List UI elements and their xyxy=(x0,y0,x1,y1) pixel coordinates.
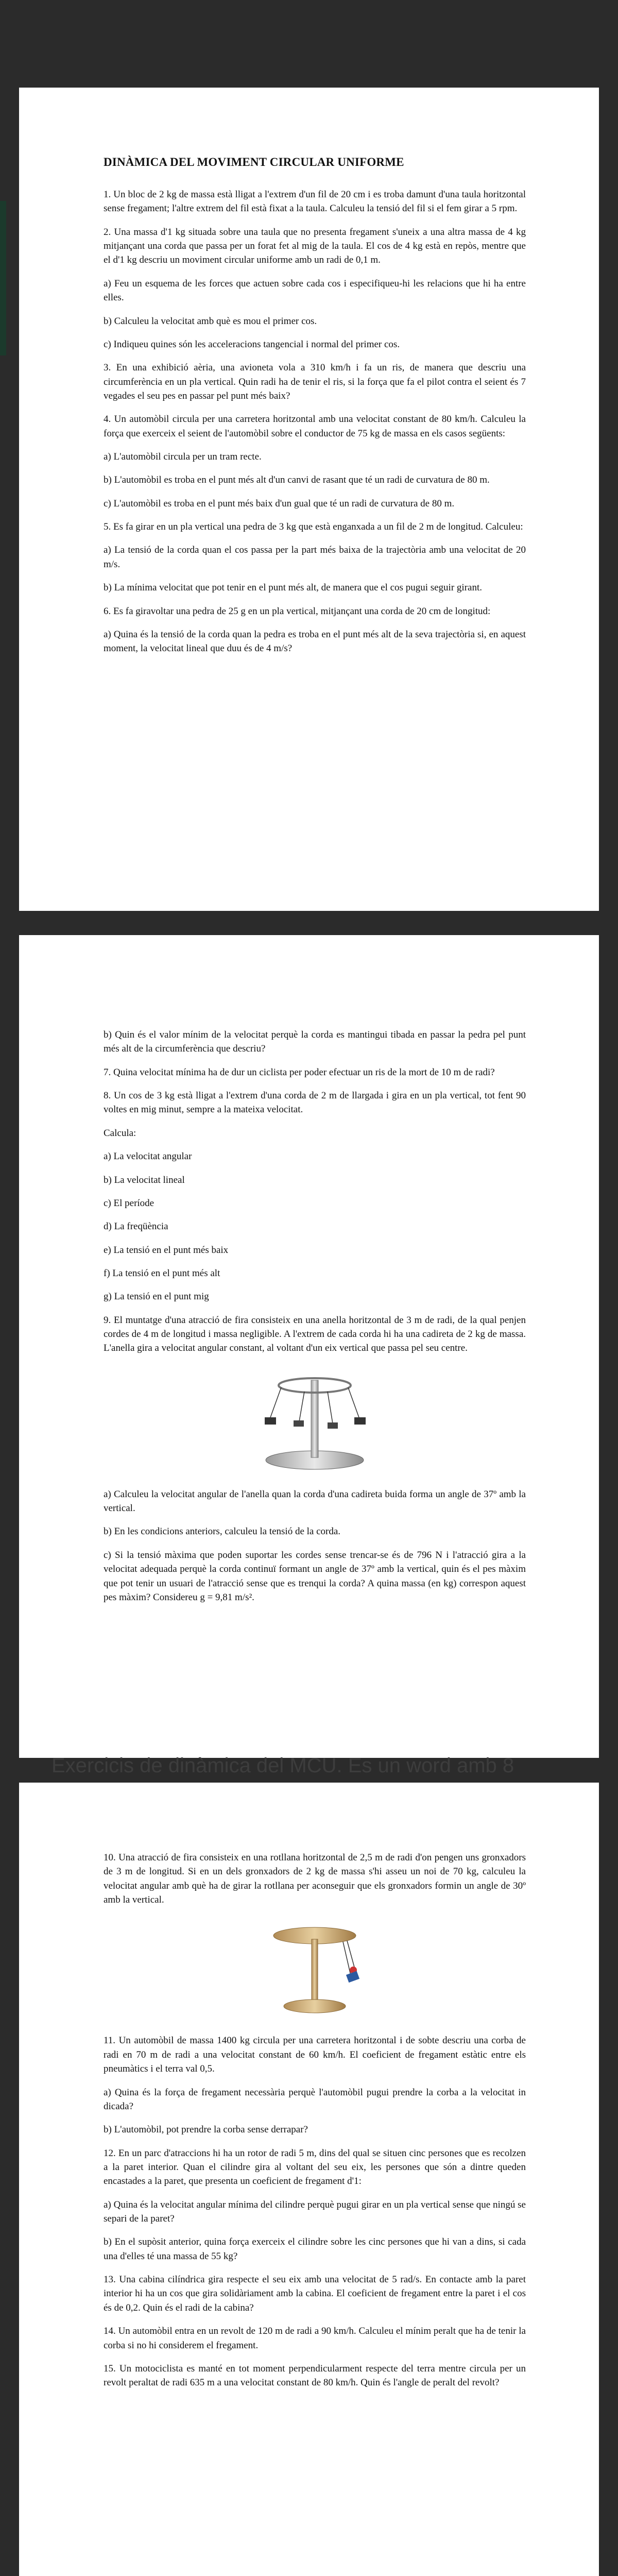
paragraph: e) La tensió en el punt més baix xyxy=(104,1244,229,1256)
paragraph: 13. Una cabina cilíndrica gira respecte el seu eix amb una velocitat de 5 rad/s. En contacte amb la paret interior hi ha un cos que gira solidàriament amb la cabina. El coeficient de fregament entre la paret i el cos és de 0,2. Quin és el radi de la cabina? xyxy=(104,2274,526,2313)
paragraph: a) Quina és la tensió de la corda quan la pedra es troba en el punt més alt de la seva trajectòria si, en aquest moment, la velocitat lineal que duu és de 4 m/s? xyxy=(104,629,526,654)
document-file-title: Exercicis de dinàmica del MCU. Es un word amb 8 xyxy=(52,1754,514,1777)
page-1-body xyxy=(104,188,526,656)
side-accent xyxy=(0,201,6,355)
paragraph: 14. Un automòbil entra en un revolt de 120 m de radi a 90 km/h. Calculeu el mínim peralt que ha de tenir la corba si no hi considerem el fregament. xyxy=(104,2326,526,2351)
paragraph: f) La tensió en el punt més alt xyxy=(104,1267,220,1279)
paragraph: b) En el supòsit anterior, quina força exerceix el cilindre sobre les cinc persones que hi van a dins, si cada una d'elles té una massa de 55 kg? xyxy=(104,2236,526,2262)
paragraph: d) La freqüència xyxy=(104,1221,168,1232)
paragraph: 8. Un cos de 3 kg està lligat a l'extrem d'una corda de 2 m de llargada i gira en un pla vertical, tot fent 90 voltes en mig minut, sempre a la mateixa velocitat. xyxy=(104,1090,526,1115)
page-3-body-top xyxy=(104,1851,526,1907)
swing-ride-figure xyxy=(266,1921,364,2019)
paragraph: b) Quin és el valor mínim de la velocitat perquè la corda es mantingui tibada en passar la pedra pel punt més alt de la circumferència que descriu? xyxy=(104,1029,526,1055)
paragraph: a) Quina és la força de fregament necessària perquè l'automòbil pugui prendre la corba a la velocitat in dicada? xyxy=(104,2087,526,2112)
paragraph: b) En les condicions anteriors, calculeu la tensió de la corda. xyxy=(104,1526,341,1537)
paragraph: a) Quina és la velocitat angular mínima del cilindre perquè pugui girar en un pla vertical sense que ningú se separi de la paret? xyxy=(104,2199,526,2225)
paragraph: 2. Una massa d'1 kg situada sobre una taula que no presenta fregament s'uneix a una altra massa de 4 kg mitjançant una corda que passa per un forat fet al mig de la taula. El cos de 4 kg està en repòs, mentre que el d'1 kg descriu un moviment circular uniforme amb un radi de 0,1 m. xyxy=(104,226,526,266)
paragraph: g) La tensió en el punt mig xyxy=(104,1291,209,1302)
paragraph: Calcula: xyxy=(104,1127,136,1139)
paragraph: 10. Una atracció de fira consisteix en una rotllana horitzontal de 2,5 m de radi d'on pengen uns gronxadors de 3 m de longitud. Si en un dels gronxadors de 2 kg de massa s'hi asseu un noi de 70 kg, calculeu la velocitat angular amb què ha de girar la rotllana per aconseguir que els gronxadors formin un angle de 30º amb la vertical. xyxy=(104,1852,526,1906)
paragraph: 3. En una exhibició aèria, una avioneta vola a 310 km/h i fa un ris, de manera que descriu una circumferència en un pla vertical. Quin radi ha de tenir el ris, si la força que fa el pilot contra el seient és 7 vegades el seu pes en passar pel punt més baix? xyxy=(104,362,526,401)
paragraph: 12. En un parc d'atraccions hi ha un rotor de radi 5 m, dins del qual se situen cinc persones que es recolzen a la paret interior. Quan el cilindre gira al voltant del seu eix, les persones que són a dintre queden encastades a la paret, que presenta un coeficient de fregament d'1: xyxy=(104,2147,526,2187)
paragraph: a) Calculeu la velocitat angular de l'anella quan la corda d'una cadireta buida forma un angle de 37º amb la vertical. xyxy=(104,1488,526,1514)
paragraph: 7. Quina velocitat mínima ha de dur un ciclista per poder efectuar un ris de la mort de 10 m de radi? xyxy=(104,1066,495,1078)
carousel-ring-figure xyxy=(255,1370,374,1473)
paragraph: b) La velocitat lineal xyxy=(104,1174,185,1185)
paragraph: 15. Un motociclista es manté en tot moment perpendicularment respecte del terra mentre circula per un revolt peraltat de radi 635 m a una velocitat constant de 80 km/h. Quin és l'angle de peralt del revolt? xyxy=(104,2363,526,2388)
paragraph: b) L'automòbil es troba en el punt més alt d'un canvi de rasant que té un radi de curvatura de 80 m. xyxy=(104,474,490,486)
paragraph: c) Si la tensió màxima que poden suportar les cordes sense trencar-se és de 796 N i l'atracció gira a la velocitat adequada perquè la corda continuï formant un angle de 37º amb la vertical, quin és el pes màxim que pot tenir un usuari de l'atracció sense que es trenqui la corda? A quina massa (en kg) correspon aquest pes màxim? Considereu g = 9,81 m/s². xyxy=(104,1549,526,1603)
paragraph: c) El període xyxy=(104,1197,154,1209)
document-title: DINÀMICA DEL MOVIMENT CIRCULAR UNIFORME xyxy=(104,156,404,168)
paragraph: a) Feu un esquema de les forces que actuen sobre cada cos i especifiqueu-hi les relacions que hi ha entre elles. xyxy=(104,278,526,303)
paragraph: a) La tensió de la corda quan el cos passa per la part més baixa de la trajectòria amb una velocitat de 20 m/s. xyxy=(104,545,526,570)
page-2-body-bottom xyxy=(104,1487,526,1605)
paragraph: a) La velocitat angular xyxy=(104,1151,192,1162)
paragraph: 4. Un automòbil circula per una carretera horitzontal amb una velocitat constant de 80 km/h. Calculeu la força que exerceix el seient de l'automòbil sobre el conductor de 75 kg de massa en els casos següents: xyxy=(104,414,526,439)
paragraph: 9. El muntatge d'una atracció de fira consisteix en una anella horitzontal de 3 m de radi, de la qual penjen cordes de 4 m de longitud i massa negligible. A l'extrem de cada corda hi ha una cadireta de 2 kg de massa. L'anella gira a velocitat angular constant, al voltant d'un eix vertical que passa pel seu centre. xyxy=(104,1314,526,1354)
document-page-1 xyxy=(19,88,599,911)
paragraph: c) Indiqueu quines són les acceleracions tangencial i normal del primer cos. xyxy=(104,338,400,350)
paragraph: 11. Un automòbil de massa 1400 kg circula per una carretera horitzontal i de sobte descriu una corba de radi en 70 m de radi a una velocitat constant de 60 km/h. El coeficient de fregament estàtic entre els pneumàtics i el terra val 0,5. xyxy=(104,2035,526,2075)
paragraph: b) La mínima velocitat que pot tenir en el punt més alt, de manera que el cos pugui seguir girant. xyxy=(104,582,482,594)
page-2-body-top xyxy=(104,1028,526,1355)
paragraph: 5. Es fa girar en un pla vertical una pedra de 3 kg que està enganxada a un fil de 2 m de longitud. Calculeu: xyxy=(104,521,523,533)
paragraph: c) L'automòbil es troba en el punt més baix d'un gual que té un radi de curvatura de 80 m. xyxy=(104,498,455,509)
document-page-2 xyxy=(19,935,599,1758)
paragraph: b) Calculeu la velocitat amb què es mou el primer cos. xyxy=(104,315,317,327)
page-3-body-bottom xyxy=(104,2033,526,2389)
paragraph: b) L'automòbil, pot prendre la corba sense derrapar? xyxy=(104,2124,308,2136)
paragraph: 6. Es fa giravoltar una pedra de 25 g en un pla vertical, mitjançant una corda de 20 cm de longitud: xyxy=(104,605,491,617)
paragraph: 1. Un bloc de 2 kg de massa està lligat a l'extrem d'un fil de 20 cm i es troba damunt d'una taula horitzontal sense fregament; l'altre extrem del fil està fixat a la taula. Calculeu la tensió del fil si el fem girar a 5 rpm. xyxy=(104,189,526,214)
paragraph: a) L'automòbil circula per un tram recte. xyxy=(104,451,262,463)
document-page-3 xyxy=(19,1783,599,2576)
